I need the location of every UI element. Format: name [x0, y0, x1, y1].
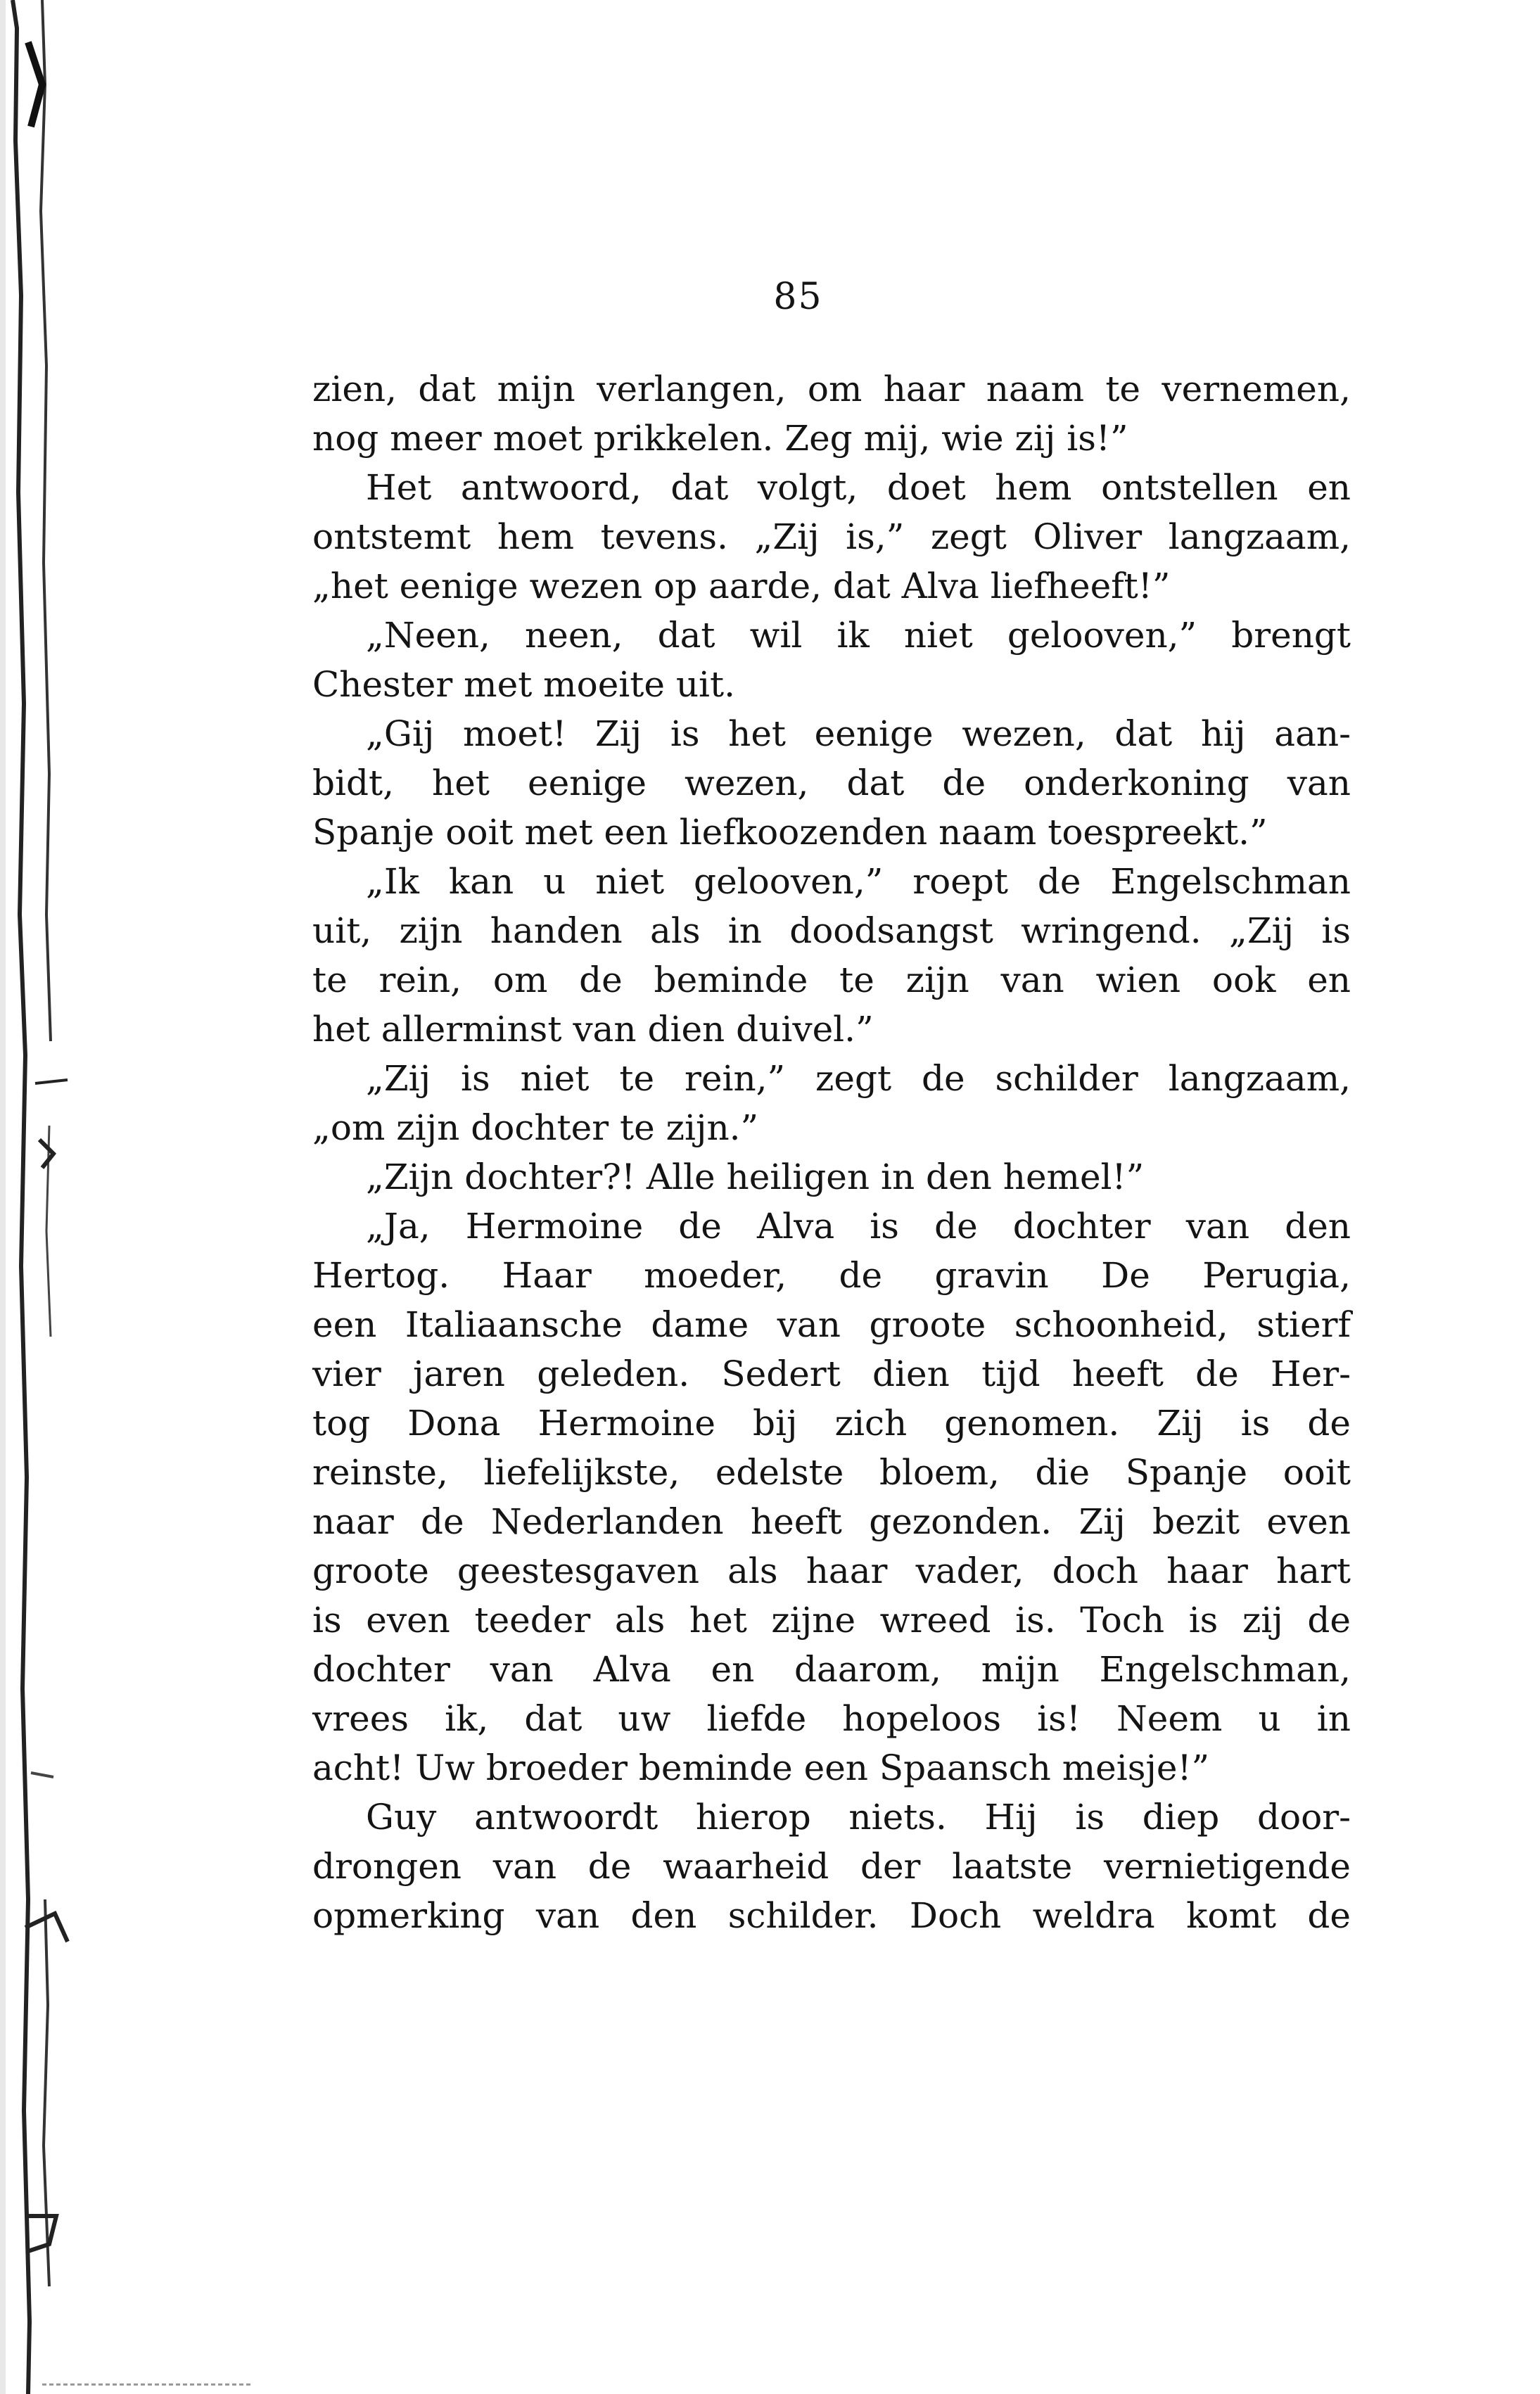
text-line: dochter van Alva en daarom, mijn Engelschman,	[312, 1649, 1351, 1690]
text-line: Guy antwoordt hierop niets. Hij is diep door-	[366, 1797, 1351, 1838]
text-line: Chester met moeite uit.	[312, 664, 736, 705]
text-line: bidt, het eenige wezen, dat de onderkoning van	[312, 763, 1351, 803]
text-line: „het eenige wezen op aarde, dat Alva liefheeft!”	[312, 566, 1171, 606]
text-line: vier jaren geleden. Sedert dien tijd heeft de Her-	[312, 1354, 1351, 1394]
text-line: te rein, om de beminde te zijn van wien ook en	[312, 960, 1351, 1000]
body-text	[312, 364, 1351, 1940]
text-line: „Zijn dochter?! Alle heiligen in den hemel!”	[366, 1157, 1145, 1197]
text-line: opmerking van den schilder. Doch weldra komt de	[312, 1895, 1351, 1936]
text-line: ontstemt hem tevens. „Zij is,” zegt Oliver langzaam,	[312, 516, 1351, 557]
text-line: vrees ik, dat uw liefde hopeloos is! Neem u in	[312, 1698, 1351, 1739]
text-line: „Zij is niet te rein,” zegt de schilder langzaam,	[366, 1058, 1351, 1099]
text-line: „Ja, Hermoine de Alva is de dochter van den	[366, 1206, 1351, 1247]
text-line: uit, zijn handen als in doodsangst wringend. „Zij is	[312, 910, 1351, 951]
text-line: naar de Nederlanden heeft gezonden. Zij bezit even	[312, 1501, 1351, 1542]
text-line: is even teeder als het zijne wreed is. Toch is zij de	[312, 1600, 1351, 1641]
text-line: „Gij moet! Zij is het eenige wezen, dat hij aan-	[366, 713, 1351, 754]
text-line: groote geestesgaven als haar vader, doch haar hart	[312, 1551, 1351, 1591]
scan-artifact-rule	[42, 2383, 253, 2386]
text-line: „om zijn dochter te zijn.”	[312, 1107, 759, 1148]
text-line: zien, dat mijn verlangen, om haar naam te vernemen,	[312, 369, 1351, 409]
text-line: nog meer moet prikkelen. Zeg mij, wie zij is!”	[312, 418, 1128, 459]
page-number: 85	[773, 276, 823, 318]
text-line: Het antwoord, dat volgt, doet hem ontstellen en	[366, 467, 1351, 508]
text-line: reinste, liefelijkste, edelste bloem, die Spanje ooit	[312, 1452, 1351, 1493]
text-line: het allerminst van dien duivel.”	[312, 1009, 874, 1050]
text-line: Hertog. Haar moeder, de gravin De Perugia,	[312, 1255, 1351, 1296]
text-line: tog Dona Hermoine bij zich genomen. Zij is de	[312, 1403, 1351, 1444]
text-line: Spanje ooit met een liefkoozenden naam toespreekt.”	[312, 812, 1268, 853]
text-line: een Italiaansche dame van groote schoonheid, stierf	[312, 1304, 1351, 1345]
text-line: „Ik kan u niet gelooven,” roept de Engelschman	[366, 861, 1351, 902]
text-line: drongen van de waarheid der laatste vernietigende	[312, 1846, 1351, 1887]
text-line: acht! Uw broeder beminde een Spaansch meisje!”	[312, 1747, 1210, 1788]
page-binding-edge	[0, 0, 77, 2394]
text-line: „Neen, neen, dat wil ik niet gelooven,” brengt	[366, 615, 1351, 656]
